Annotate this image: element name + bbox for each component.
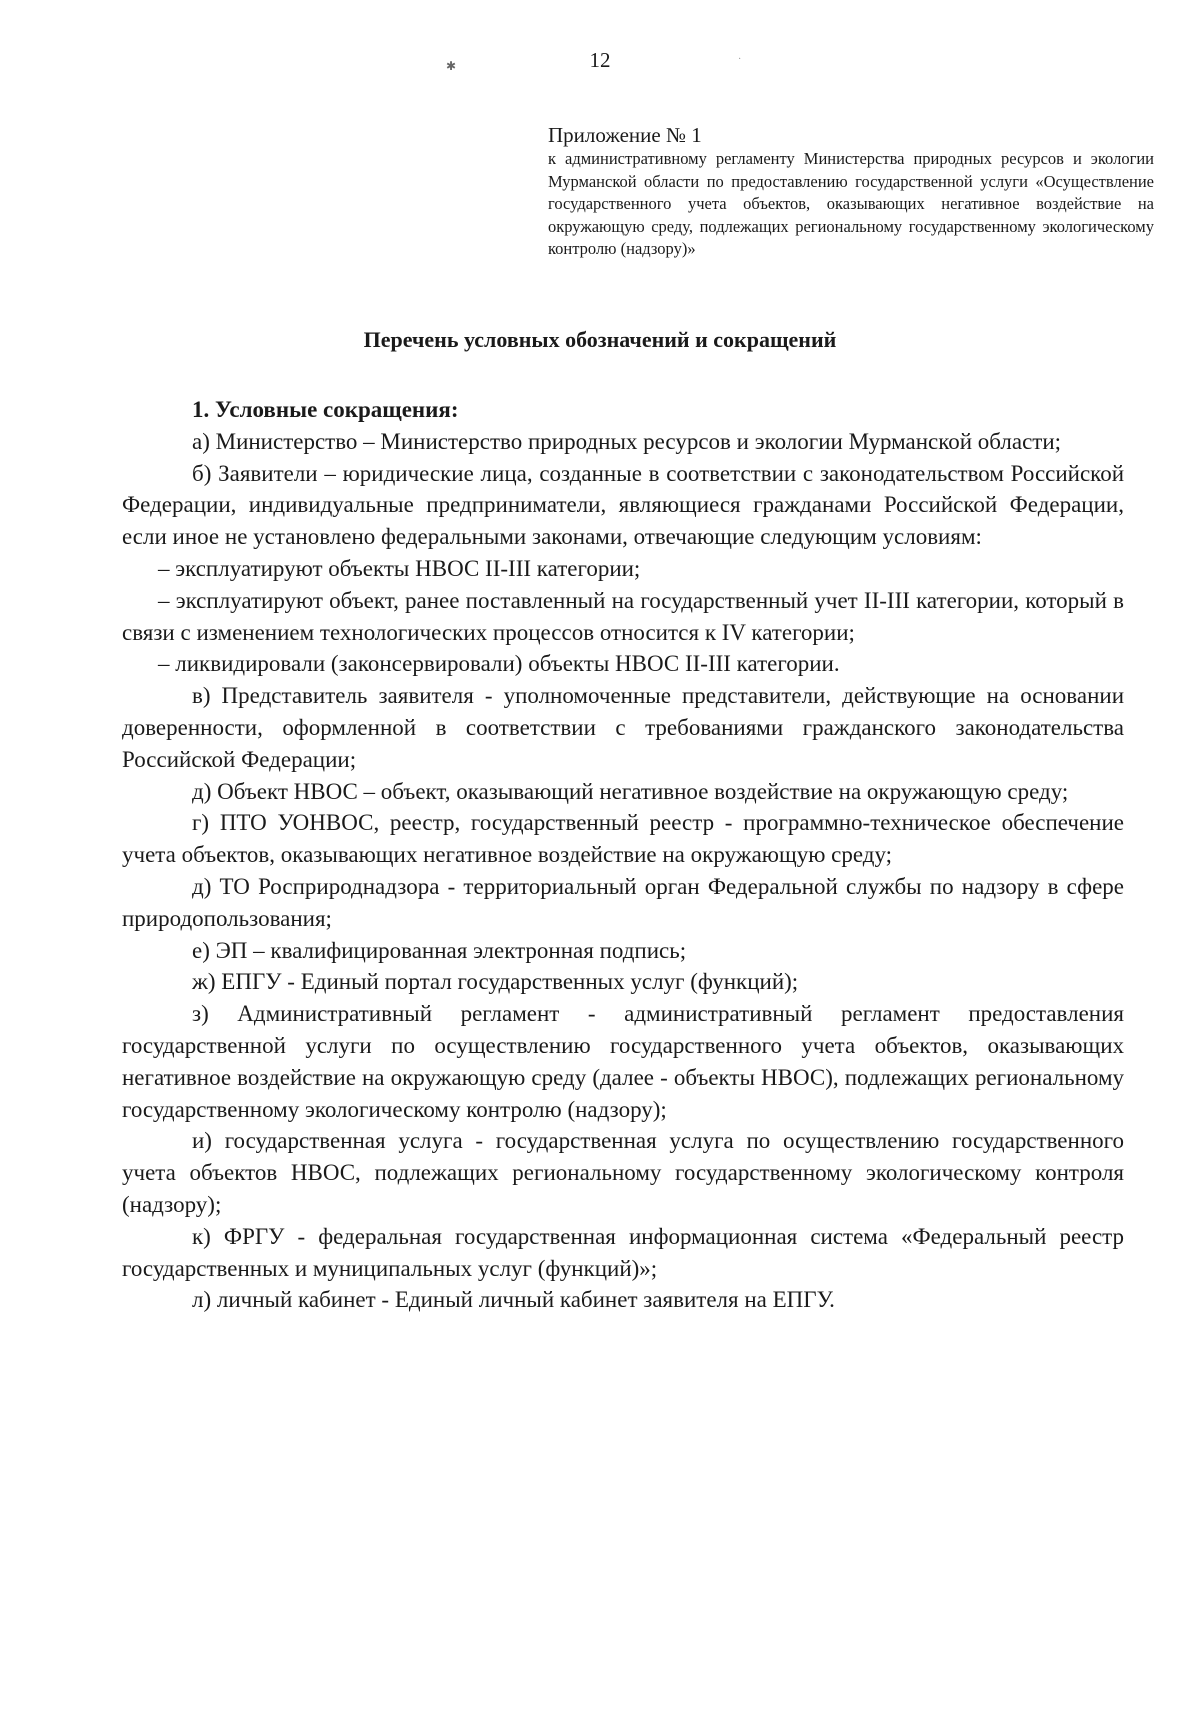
paragraph: к) ФРГУ - федеральная государственная информационная система «Федеральный реестр государственных и муниципальных услуг (функций)»; bbox=[122, 1223, 1124, 1281]
paragraph: л) личный кабинет - Единый личный кабинет заявителя на ЕПГУ. bbox=[192, 1287, 835, 1313]
paragraph: г) ПТО УОНВОС, реестр, государственный реестр - программно-техническое обеспечение учета объектов, оказывающих негативное воздействие на окружающую среду; bbox=[122, 810, 1124, 868]
document-title: Перечень условных обозначений и сокращений bbox=[363, 327, 837, 352]
dash-list-item: – эксплуатируют объект, ранее поставленный на государственный учет II-III категории, который в связи с изменением технологических процессов относится к IV категории; bbox=[122, 587, 1124, 645]
appendix-block bbox=[548, 122, 1154, 261]
scan-speck: · bbox=[738, 54, 742, 65]
paragraph: е) ЭП – квалифицированная электронная подпись; bbox=[192, 937, 687, 963]
dash-list-item: – эксплуатируют объекты НВОС II-III категории; bbox=[158, 555, 641, 581]
section-heading: 1. Условные сокращения: bbox=[192, 397, 459, 422]
paragraph: б) Заявители – юридические лица, созданные в соответствии с законодательством Российской Федерации, индивидуальные предприниматели, являющиеся гражданами Российской Федерации, если иное не установлено федеральными законами, отвечающие следующим условиям: bbox=[122, 460, 1124, 550]
appendix-text: к административному регламенту Министерства природных ресурсов и экологии Мурманской области по предоставлению государственной услуги «Осуществление государственного учета объектов, оказывающих негативное воздействие на окружающую среду, подлежащих региональному государственному экологическому контролю (надзору)» bbox=[548, 149, 1154, 259]
paragraph: з) Административный регламент - административный регламент предоставления государственной услуги по осуществлению государственного учета объектов, оказывающих негативное воздействие на окружающую среду (далее - объекты НВОС), подлежащих региональному государственному экологическому контролю (надзору); bbox=[122, 1001, 1124, 1122]
appendix-title: Приложение № 1 bbox=[548, 123, 702, 147]
scan-speck: ✱ bbox=[446, 59, 457, 73]
paragraph: в) Представитель заявителя - уполномоченные представители, действующие на основании доверенности, оформленной в соответствии с требованиями гражданского законодательства Российской Федерации; bbox=[122, 683, 1124, 772]
paragraph: д) Объект НВОС – объект, оказывающий негативное воздействие на окружающую среду; bbox=[192, 778, 1069, 804]
paragraph: д) ТО Росприроднадзора - территориальный орган Федеральной службы по надзору в сфере природопользования; bbox=[122, 873, 1124, 931]
page-number: 12 bbox=[589, 48, 611, 72]
paragraph: ж) ЕПГУ - Единый портал государственных услуг (функций); bbox=[192, 969, 799, 995]
dash-list-item: – ликвидировали (законсервировали) объекты НВОС II-III категории. bbox=[158, 651, 840, 677]
paragraph: и) государственная услуга - государственная услуга по осуществлению государственного учета объектов НВОС, подлежащих региональному государственному экологическому контроля (надзору); bbox=[122, 1128, 1124, 1217]
paragraph: а) Министерство – Министерство природных ресурсов и экологии Мурманской области; bbox=[192, 428, 1062, 454]
section-content bbox=[122, 394, 1124, 1316]
